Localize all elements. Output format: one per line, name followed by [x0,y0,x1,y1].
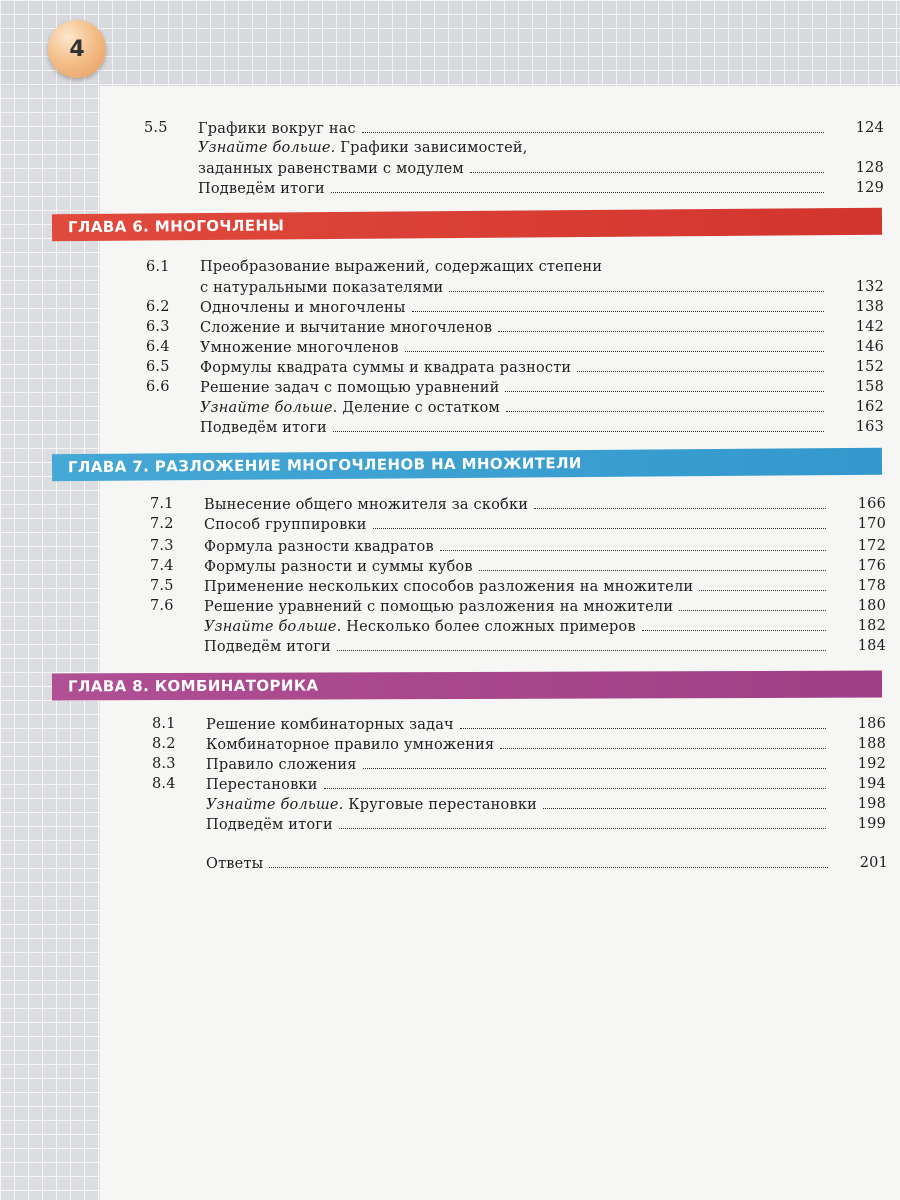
section-number: 8.4 [152,776,176,792]
dot-leader [269,853,828,868]
toc-entry [0,297,900,317]
dot-leader [534,494,826,509]
page-ref: 194 [857,776,886,792]
toc-entry [0,616,900,636]
entry-title [200,397,830,418]
entry-title-text: Графики вокруг нас [198,121,356,137]
entry-title [206,853,834,874]
entry-title [200,277,830,298]
dot-leader [498,317,824,332]
entry-title-text: Несколько более сложных примеров [341,619,636,635]
toc-entry [0,774,900,794]
section-number: 7.5 [150,578,174,594]
toc-entry [0,178,900,198]
entry-title-text: Подведём итоги [198,181,325,197]
entry-title-text: Формулы разности и суммы кубов [204,559,473,575]
entry-title-text: Перестановки [206,777,318,793]
page-ref: 176 [857,558,886,574]
dot-leader [362,118,824,133]
toc-entry [0,397,900,417]
page-ref: 188 [857,736,886,752]
entry-title [198,158,830,179]
dot-leader [543,794,826,809]
entry-title [200,257,602,277]
page-ref: 186 [857,716,886,732]
toc-entry [0,814,900,834]
page-ref: 192 [857,756,886,772]
entry-title [200,337,830,358]
entry-title [206,734,832,755]
entry-title-text: Решение уравнений с помощью разложения на множители [204,599,674,615]
page-ref: 158 [855,379,884,395]
toc-entry [0,377,900,397]
entry-title-text: Комбинаторное правило умножения [206,737,495,753]
toc-entry [0,118,900,138]
section-number: 8.3 [152,756,176,772]
dot-leader [500,734,826,749]
page-ref: 146 [855,339,884,355]
entry-title-text: Формула разности квадратов [204,539,434,555]
entry-title [200,377,830,398]
dot-leader [363,754,826,769]
entry-title [204,514,832,535]
page-ref: 172 [857,538,886,554]
entry-title [198,138,528,158]
dot-leader [331,178,824,193]
entry-title-text: Решение комбинаторных задач [206,717,454,733]
page-ref: 199 [857,816,886,832]
entry-title [200,357,830,378]
dot-leader [339,814,826,829]
entry-title-text: Вынесение общего множителя за скобки [204,497,529,513]
toc-entry [0,514,900,534]
entry-title-text: с натуральными показателями [200,280,444,296]
chapter-heading: ГЛАВА 8. КОМБИНАТОРИКА [52,671,882,701]
section-number: 6.5 [146,359,170,375]
toc-entry [0,337,900,357]
toc-entry [0,494,900,514]
entry-title-text: Применение нескольких способов разложения на множители [204,579,694,595]
section-number: 6.6 [146,379,170,395]
section-number: 6.4 [146,339,170,355]
page-ref: 138 [855,299,884,315]
section-number: 7.6 [150,598,174,614]
toc-entry [0,556,900,576]
grid-margin-top [0,0,900,88]
chapter-heading: ГЛАВА 7. РАЗЛОЖЕНИЕ МНОГОЧЛЕНОВ НА МНОЖИТЕЛИ [52,448,882,482]
entry-title-text: Графики зависимостей, [335,140,528,156]
page-ref: 129 [855,180,884,196]
page-number-badge: 4 [48,20,106,78]
dot-leader [460,714,826,729]
entry-title [200,417,830,438]
toc-entry [0,714,900,734]
dot-leader [642,616,826,631]
page-ref: 166 [857,496,886,512]
toc-entry [0,257,900,277]
section-number: 5.5 [144,120,168,136]
toc-entry [0,636,900,656]
entry-title-text: Способ группировки [204,517,367,533]
page-ref: 198 [857,796,886,812]
entry-title-text: Одночлены и многочлены [200,300,406,316]
entry-title [204,596,832,617]
entry-title [206,774,832,795]
entry-title-text: Ответы [206,856,264,872]
section-number: 7.4 [150,558,174,574]
toc-entry [0,417,900,437]
dot-leader [440,536,826,551]
dot-leader [479,556,826,571]
page-ref: 182 [857,618,886,634]
toc-entry [0,754,900,774]
toc-entry [0,536,900,556]
entry-title [204,494,832,515]
dot-leader [405,337,824,352]
entry-title [206,714,832,735]
learn-more-label: Узнайте больше. [198,140,336,156]
dot-leader [333,417,824,432]
page-ref: 170 [857,516,886,532]
section-number: 6.3 [146,319,170,335]
entry-title-text: Деление с остатком [337,400,500,416]
entry-title [198,118,830,139]
entry-title [206,794,832,815]
learn-more-label: Узнайте больше. [206,797,344,813]
page-ref: 152 [855,359,884,375]
toc-entry [0,277,900,297]
section-number: 7.3 [150,538,174,554]
entry-title [204,636,832,657]
entry-title-text: Правило сложения [206,757,357,773]
entry-title [204,536,832,557]
entry-title-text: Круговые перестановки [343,797,537,813]
entry-title [206,754,832,775]
entry-title-text: Подведём итоги [204,639,331,655]
entry-title-text: Сложение и вычитание многочленов [200,320,493,336]
page-ref: 128 [855,160,884,176]
chapter-heading: ГЛАВА 6. МНОГОЧЛЕНЫ [52,208,882,242]
entry-title-text: Подведём итоги [206,817,333,833]
toc-entry [0,576,900,596]
entry-title [204,576,832,597]
entry-title-text: заданных равенствами с модулем [198,161,464,177]
entry-title-text: Решение задач с помощью уравнений [200,380,500,396]
dot-leader [679,596,826,611]
entry-title-text: Формулы квадрата суммы и квадрата разности [200,360,572,376]
entry-title [204,616,832,637]
dot-leader [699,576,826,591]
entry-title [206,814,832,835]
page-ref: 163 [855,419,884,435]
toc-entry [0,317,900,337]
page-ref: 162 [855,399,884,415]
section-number: 8.2 [152,736,176,752]
toc-entry [0,853,900,873]
section-number: 7.1 [150,496,174,512]
entry-title [200,297,830,318]
entry-title-text: Подведём итоги [200,420,327,436]
dot-leader [324,774,826,789]
dot-leader [337,636,826,651]
dot-leader [470,158,824,173]
entry-title [204,556,832,577]
toc-entry [0,734,900,754]
section-number: 6.1 [146,259,170,275]
toc-entry [0,138,900,158]
page-ref: 142 [855,319,884,335]
dot-leader [412,297,824,312]
page-ref: 201 [859,855,888,871]
dot-leader [506,397,824,412]
page-ref: 180 [857,598,886,614]
dot-leader [373,514,826,529]
page-ref: 132 [855,279,884,295]
toc-entry [0,794,900,814]
section-number: 8.1 [152,716,176,732]
section-number: 7.2 [150,516,174,532]
entry-title-text: Преобразование выражений, содержащих степени [200,259,603,275]
toc-entry [0,357,900,377]
entry-title [198,178,830,199]
learn-more-label: Узнайте больше. [204,619,342,635]
entry-title-text: Умножение многочленов [200,340,399,356]
page-ref: 124 [855,120,884,136]
toc-entry [0,158,900,178]
learn-more-label: Узнайте больше. [200,400,338,416]
dot-leader [505,377,824,392]
page-ref: 184 [857,638,886,654]
section-number: 6.2 [146,299,170,315]
page-ref: 178 [857,578,886,594]
toc-entry [0,596,900,616]
entry-title [200,317,830,338]
dot-leader [449,277,824,292]
dot-leader [577,357,824,372]
